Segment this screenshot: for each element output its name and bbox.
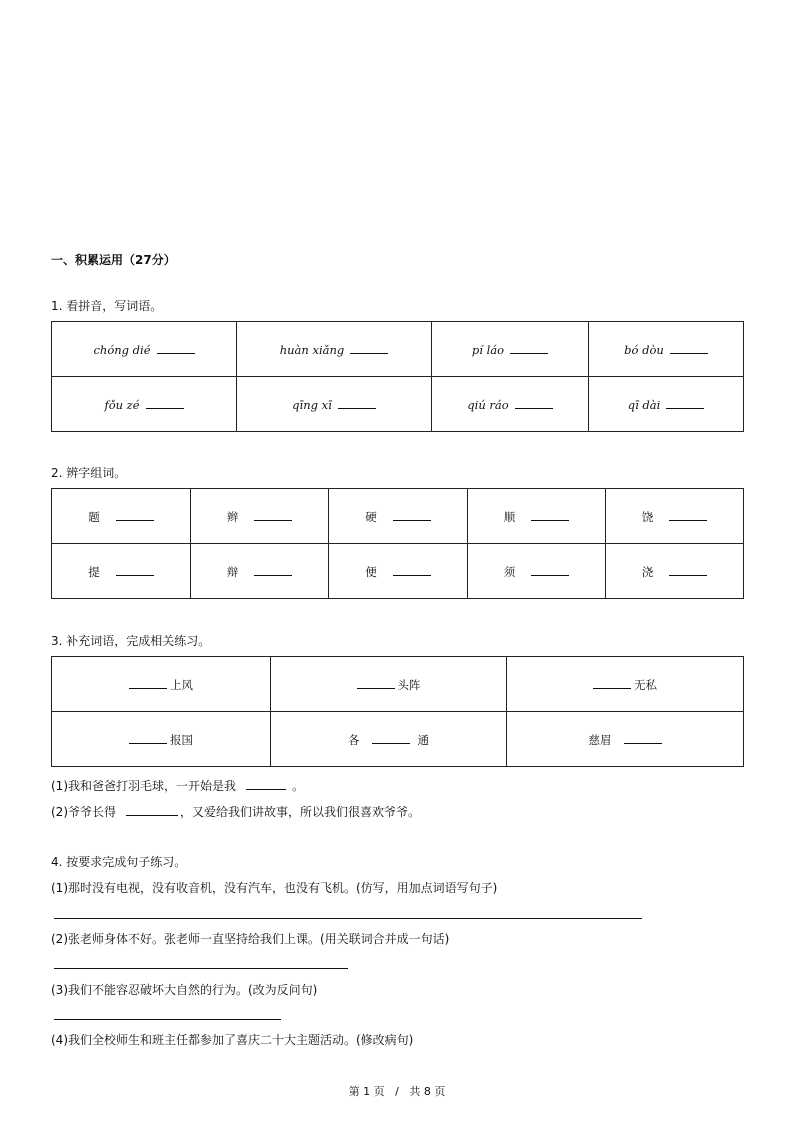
pinyin-cell: fǒu zé	[52, 377, 237, 432]
character-cell: 须	[468, 544, 606, 599]
q3-sentence-1: (1)我和爸爸打羽毛球，一开始是我 。	[51, 779, 305, 793]
idiom-cell: 上风	[52, 657, 271, 712]
idiom-cell: 慈眉	[507, 712, 744, 767]
answer-blank[interactable]	[357, 676, 395, 689]
q3-title: 3. 补充词语，完成相关练习。	[51, 634, 211, 648]
section-title: 一、积累运用（27分）	[51, 253, 176, 267]
answer-blank[interactable]	[246, 777, 286, 790]
page-footer: 第 1 页 / 共 8 页	[348, 1085, 446, 1098]
q2-character-table	[51, 488, 744, 599]
answer-blank[interactable]	[531, 563, 569, 576]
character-cell: 饶	[606, 489, 744, 544]
answer-blank[interactable]	[254, 563, 292, 576]
idiom-cell: 报国	[52, 712, 271, 767]
character-cell: 辫	[191, 489, 329, 544]
answer-blank[interactable]	[129, 676, 167, 689]
pinyin-cell: huàn xiǎng	[237, 322, 432, 377]
answer-blank[interactable]	[126, 803, 178, 816]
answer-blank[interactable]	[116, 508, 154, 521]
character-cell: 浇	[606, 544, 744, 599]
q3-idiom-table	[51, 656, 744, 767]
q2-title: 2. 辨字组词。	[51, 466, 127, 480]
pinyin-cell: chóng dié	[52, 322, 237, 377]
answer-line[interactable]	[54, 1019, 281, 1020]
answer-blank[interactable]	[146, 396, 184, 409]
answer-blank[interactable]	[372, 731, 410, 744]
q1-pinyin-table	[51, 321, 744, 432]
pinyin-cell: bó dòu	[589, 322, 744, 377]
answer-blank[interactable]	[393, 563, 431, 576]
q4-sentence-3: (3)我们不能容忍破坏大自然的行为。(改为反问句)	[51, 983, 318, 997]
pinyin-cell: pí láo	[432, 322, 589, 377]
idiom-cell: 无私	[507, 657, 744, 712]
idiom-cell: 各 通	[271, 712, 507, 767]
answer-blank[interactable]	[666, 396, 704, 409]
character-cell: 题	[52, 489, 191, 544]
character-cell: 硬	[329, 489, 468, 544]
answer-blank[interactable]	[515, 396, 553, 409]
q4-sentence-2: (2)张老师身体不好。张老师一直坚持给我们上课。(用关联词合并成一句话)	[51, 932, 450, 946]
q4-sentence-4: (4)我们全校师生和班主任都参加了喜庆二十大主题活动。(修改病句)	[51, 1033, 414, 1047]
answer-blank[interactable]	[254, 508, 292, 521]
answer-blank[interactable]	[338, 396, 376, 409]
character-cell: 便	[329, 544, 468, 599]
pinyin-cell: qīng xī	[237, 377, 432, 432]
answer-blank[interactable]	[624, 731, 662, 744]
answer-blank[interactable]	[393, 508, 431, 521]
q3-sentence-2: (2)爷爷长得 ，又爱给我们讲故事，所以我们很喜欢爷爷。	[51, 805, 421, 819]
character-cell: 顺	[468, 489, 606, 544]
answer-blank[interactable]	[510, 341, 548, 354]
q4-title: 4. 按要求完成句子练习。	[51, 855, 187, 869]
pinyin-cell: qī dài	[589, 377, 744, 432]
answer-line[interactable]	[54, 918, 642, 919]
answer-blank[interactable]	[669, 508, 707, 521]
answer-blank[interactable]	[116, 563, 154, 576]
answer-blank[interactable]	[157, 341, 195, 354]
answer-blank[interactable]	[593, 676, 631, 689]
q4-sentence-1: (1)那时没有电视，没有收音机，没有汽车，也没有飞机。(仿写，用加点词语写句子)	[51, 881, 498, 895]
character-cell: 辩	[191, 544, 329, 599]
answer-blank[interactable]	[531, 508, 569, 521]
character-cell: 提	[52, 544, 191, 599]
answer-line[interactable]	[54, 968, 348, 969]
answer-blank[interactable]	[669, 563, 707, 576]
answer-blank[interactable]	[670, 341, 708, 354]
answer-blank[interactable]	[350, 341, 388, 354]
q1-title: 1. 看拼音，写词语。	[51, 299, 163, 313]
answer-blank[interactable]	[129, 731, 167, 744]
pinyin-cell: qiú ráo	[432, 377, 589, 432]
idiom-cell: 头阵	[271, 657, 507, 712]
